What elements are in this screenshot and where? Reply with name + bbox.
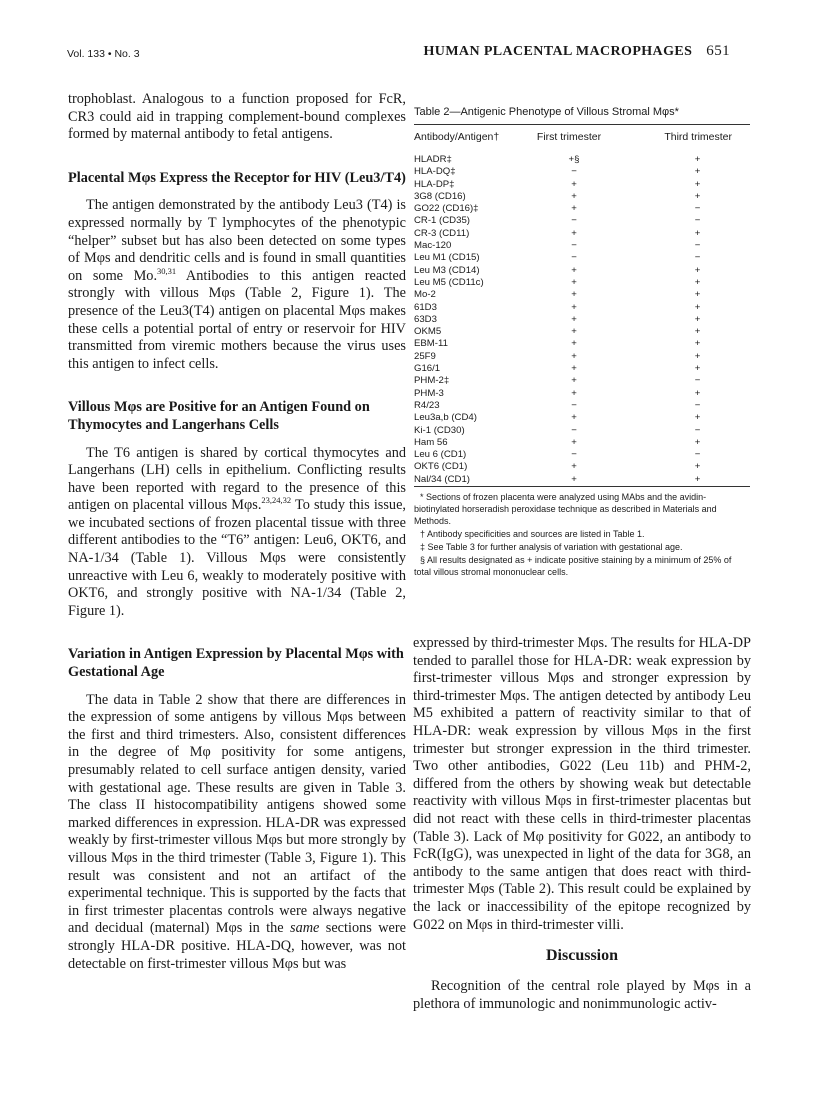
third-trimester-cell: + — [694, 338, 701, 350]
first-trimester-cell: − — [571, 240, 577, 252]
first-trimester-cell: + — [571, 313, 577, 325]
running-title: HUMAN PLACENTAL MACROPHAGES — [423, 44, 693, 59]
first-trimester-cell: − — [571, 424, 577, 436]
third-trimester-cell: − — [694, 215, 701, 227]
antibody-cell: G16/1 — [414, 363, 441, 375]
antibody-cell: 3G8 (CD16) — [414, 190, 466, 202]
antibody-cell: 63D3 — [414, 313, 437, 325]
antibody-cell: HLA-DP‡ — [414, 178, 455, 190]
antibody-cell: 25F9 — [414, 350, 436, 362]
journal-volume: Vol. 133 • No. 3 — [67, 48, 140, 60]
third-trimester-cell: + — [694, 326, 701, 338]
antibody-cell: CR-1 (CD35) — [414, 215, 470, 227]
column-header: Third trimester — [664, 131, 732, 143]
antibody-cell: OKT6 (CD1) — [414, 461, 468, 473]
third-trimester-cell: + — [694, 313, 701, 325]
paragraph-text: The antigen demonstrated by the antibody Leu3 (T4) is expressed normally by T lymphocytes of the phenotypic “helper” subset but has also been detected on some types of Mφs and dendritic cells and is found in small quantities on some Mo. — [68, 197, 406, 284]
running-header — [424, 43, 730, 60]
first-trimester-cell: + — [571, 436, 577, 448]
paragraph: Recognition of the central role played by Mφs in a plethora of immunologic and nonimmunologic activ- — [413, 978, 751, 1012]
third-trimester-cell: + — [694, 276, 701, 288]
table-row — [414, 388, 750, 400]
antibody-cell: Mo-2 — [414, 289, 436, 301]
first-trimester-cell: + — [571, 190, 577, 202]
third-trimester-cell: + — [694, 387, 701, 399]
emphasis: same — [290, 920, 320, 937]
section-heading: Variation in Antigen Expression by Placental Mφs with Gestational Age — [68, 646, 404, 681]
paragraph — [68, 692, 406, 974]
antibody-cell: Leu3a,b (CD4) — [414, 412, 477, 424]
third-trimester-cell: + — [694, 301, 701, 313]
table-row — [414, 314, 750, 326]
antibody-cell: PHM-3 — [414, 387, 444, 399]
antibody-cell: Ham 56 — [414, 436, 448, 448]
antigen-table — [414, 125, 750, 486]
antibody-cell: Leu 6 (CD1) — [414, 449, 467, 461]
left-column — [68, 91, 406, 973]
table-row — [414, 425, 750, 437]
first-trimester-cell: +§ — [568, 154, 580, 165]
right-column — [413, 635, 751, 934]
first-trimester-cell: + — [571, 461, 577, 473]
table-row — [414, 240, 750, 252]
footnote: † Antibody specificities and sources are listed in Table 1. — [420, 529, 645, 540]
table-header-row — [414, 125, 750, 149]
first-trimester-cell: + — [571, 276, 577, 288]
antibody-cell: OKM5 — [414, 326, 442, 338]
table-row — [414, 474, 750, 486]
table-footnotes — [414, 491, 750, 578]
table-row — [414, 149, 750, 166]
third-trimester-cell: + — [694, 227, 701, 239]
table-row — [414, 289, 750, 301]
column-header: First trimester — [536, 131, 602, 143]
first-trimester-cell: + — [571, 473, 577, 485]
third-trimester-cell: − — [694, 252, 701, 264]
reference-superscript: 23,24,32 — [261, 495, 292, 506]
table-row — [414, 449, 750, 461]
third-trimester-cell: − — [694, 203, 701, 215]
table-row — [414, 277, 750, 289]
reference-superscript: 30,31 — [157, 265, 177, 276]
third-trimester-cell: + — [694, 154, 701, 165]
first-trimester-cell: − — [571, 215, 577, 227]
antibody-cell: HLADR‡ — [414, 154, 452, 165]
third-trimester-cell: + — [694, 436, 701, 448]
table-row — [414, 437, 750, 449]
antibody-cell: Leu M5 (CD11c) — [414, 276, 484, 288]
table-rule — [414, 486, 750, 487]
table-row — [414, 363, 750, 375]
first-trimester-cell: + — [571, 338, 577, 350]
first-trimester-cell: + — [571, 289, 577, 301]
antibody-cell: Ki-1 (CD30) — [414, 424, 465, 436]
third-trimester-cell: + — [694, 363, 701, 375]
third-trimester-cell: + — [694, 412, 701, 424]
antibody-cell: PHM-2‡ — [414, 375, 450, 387]
table-row — [414, 326, 750, 338]
third-trimester-cell: − — [694, 424, 701, 436]
third-trimester-cell: − — [694, 449, 701, 461]
discussion-section — [413, 947, 751, 1013]
first-trimester-cell: + — [571, 178, 577, 190]
table-row — [414, 228, 750, 240]
paragraph-text: To study this issue, we incubated sections of frozen placental tissue with three different antibodies to the “T6” antigen: Leu6, OKT6, and NA-1/34 (Table 1). Villous Mφs were consistently unreactive with Leu 6, weakly to moderately positive with OKT6, and strongly positive with NA-1/34 (Table 2, Figure 1). — [68, 497, 406, 619]
table-row — [414, 265, 750, 277]
paragraph-text: Antibodies to this antigen reacted strongly with villous Mφs (Table 2, Figure 1). The presence of the Leu3(T4) antigen on placental Mφs makes these cells a potential portal of entry or reservoir for HIV transmitted from viremic mothers because the virus uses this antigen to infect cells. — [68, 267, 407, 372]
first-trimester-cell: − — [571, 252, 577, 264]
table-row — [414, 166, 750, 178]
table-row — [414, 375, 750, 387]
third-trimester-cell: + — [694, 166, 701, 178]
paragraph — [68, 445, 406, 621]
antibody-cell: Nal/34 (CD1) — [414, 473, 470, 485]
table-row — [414, 461, 750, 473]
page-number: 651 — [706, 43, 730, 59]
first-trimester-cell: + — [571, 326, 577, 338]
first-trimester-cell: + — [571, 264, 577, 276]
table-row — [414, 252, 750, 264]
table-row — [414, 191, 750, 203]
antibody-cell: Leu M3 (CD14) — [414, 264, 480, 276]
third-trimester-cell: + — [694, 473, 701, 485]
third-trimester-cell: − — [694, 240, 701, 252]
third-trimester-cell: + — [694, 461, 701, 473]
first-trimester-cell: + — [571, 363, 577, 375]
antibody-cell: EBM-11 — [414, 338, 448, 350]
first-trimester-cell: + — [571, 375, 577, 387]
footnote: ‡ See Table 3 for further analysis of variation with gestational age. — [420, 542, 683, 553]
antibody-cell: GO22 (CD16)‡ — [414, 203, 479, 215]
section-heading: Villous Mφs are Positive for an Antigen Found on Thymocytes and Langerhans Cells — [68, 399, 370, 433]
table-row — [414, 203, 750, 215]
column-header: Antibody/Antigen† — [414, 131, 500, 143]
third-trimester-cell: − — [694, 375, 701, 387]
table-row — [414, 215, 750, 227]
first-trimester-cell: + — [571, 350, 577, 362]
third-trimester-cell: − — [694, 399, 701, 411]
first-trimester-cell: − — [571, 449, 577, 461]
table-row — [414, 351, 750, 363]
paragraph — [68, 197, 406, 373]
antibody-cell: HLA-DQ‡ — [414, 166, 456, 178]
footnote: * Sections of frozen placenta were analyzed using MAbs and the avidin-biotinylated horseradish peroxidase technique as described in Materials and Methods. — [414, 492, 717, 527]
first-trimester-cell: − — [571, 166, 577, 178]
table-row — [414, 338, 750, 350]
antibody-cell: R4/23 — [414, 399, 440, 411]
first-trimester-cell: + — [571, 227, 577, 239]
table-row — [414, 400, 750, 412]
paragraph-text: The data in Table 2 show that there are differences in the expression of some antigens by villous Mφs between the first and third trimesters. Also, consistent differences in the degree of Mφ positivity for some antigens, presumably related to cell surface antigen density, varied with gestational age. These results are given in Table 3. The class II histocompatibility antigens showed some marked differences in expression. HLA-DR was expressed weakly by first-trimester villous Mφs but more strongly by villous Mφs in the third trimester (Table 3, Figure 1). This result was consistent and not an artifact of the experimental technique. This is supported by the facts that in first trimester placentas controls were always negative and decidual (maternal) Mφs in the — [68, 691, 406, 937]
first-trimester-cell: + — [571, 301, 577, 313]
third-trimester-cell: + — [694, 350, 701, 362]
paragraph: trophoblast. Analogous to a function proposed for FcR, CR3 could aid in trapping complement-bound complexes formed by maternal antibody to fetal antigens. — [68, 91, 406, 143]
table-row — [414, 412, 750, 424]
table-row — [414, 302, 750, 314]
antibody-cell: Mac-120 — [414, 240, 452, 252]
antibody-cell: 61D3 — [414, 301, 437, 313]
first-trimester-cell: − — [571, 399, 577, 411]
table-body — [414, 149, 750, 486]
section-heading: Placental Mφs Express the Receptor for HIV (Leu3/T4) — [68, 169, 406, 186]
third-trimester-cell: + — [694, 178, 701, 190]
table-title: Table 2—Antigenic Phenotype of Villous Stromal Mφs* — [414, 106, 679, 118]
third-trimester-cell: + — [694, 289, 701, 301]
antibody-cell: CR-3 (CD11) — [414, 227, 470, 239]
paragraph: expressed by third-trimester Mφs. The results for HLA-DP tended to parallel those for HLA-DR: weak expression by first-trimester villous Mφs and stronger expression by third-trimester Mφs. The antigen detected by antibody Leu M5 exhibited a pattern of reactivity similar to that of HLA-DR: weak expression by villous Mφs in the first trimester but stronger expression in the third trimester. Two other antibodies, G022 (Leu 11b) and PHM-2, differed from the others by showing weak but detectable reactivity with villous Mφs in first-trimester placentas but did not react with these cells in third-trimester placentas (Table 3). Lack of Mφ positivity for G022, an antibody to FcR(IgG), was unexpected in light of the data for 3G8, an antibody to the same antigen that does react with third-trimester Mφs (Table 2). This result could be explained by the lack or inaccessibility of the epitope recognized by G022 on Mφs in third-trimester villi. — [413, 635, 751, 933]
third-trimester-cell: + — [694, 264, 701, 276]
footnote: § All results designated as + indicate positive staining by a minimum of 25% of total villous stromal mononuclear cells. — [414, 555, 732, 578]
paragraph-text: The T6 antigen is shared by cortical thymocytes and Langerhans (LH) cells in epithelium. Conflicting results have been reported with regard to the presence of this antigen on placental villous Mφs. — [68, 444, 406, 514]
first-trimester-cell: + — [571, 412, 577, 424]
table-row — [414, 179, 750, 191]
paragraph-text: sections were strongly HLA-DR positive. HLA-DQ, however, was not detectable on first-trimester villous Mφs but was — [68, 920, 406, 972]
table-2 — [414, 106, 750, 579]
first-trimester-cell: + — [571, 203, 577, 215]
first-trimester-cell: + — [571, 387, 577, 399]
third-trimester-cell: + — [694, 190, 701, 202]
antibody-cell: Leu M1 (CD15) — [414, 252, 480, 264]
section-heading: Discussion — [545, 947, 619, 964]
